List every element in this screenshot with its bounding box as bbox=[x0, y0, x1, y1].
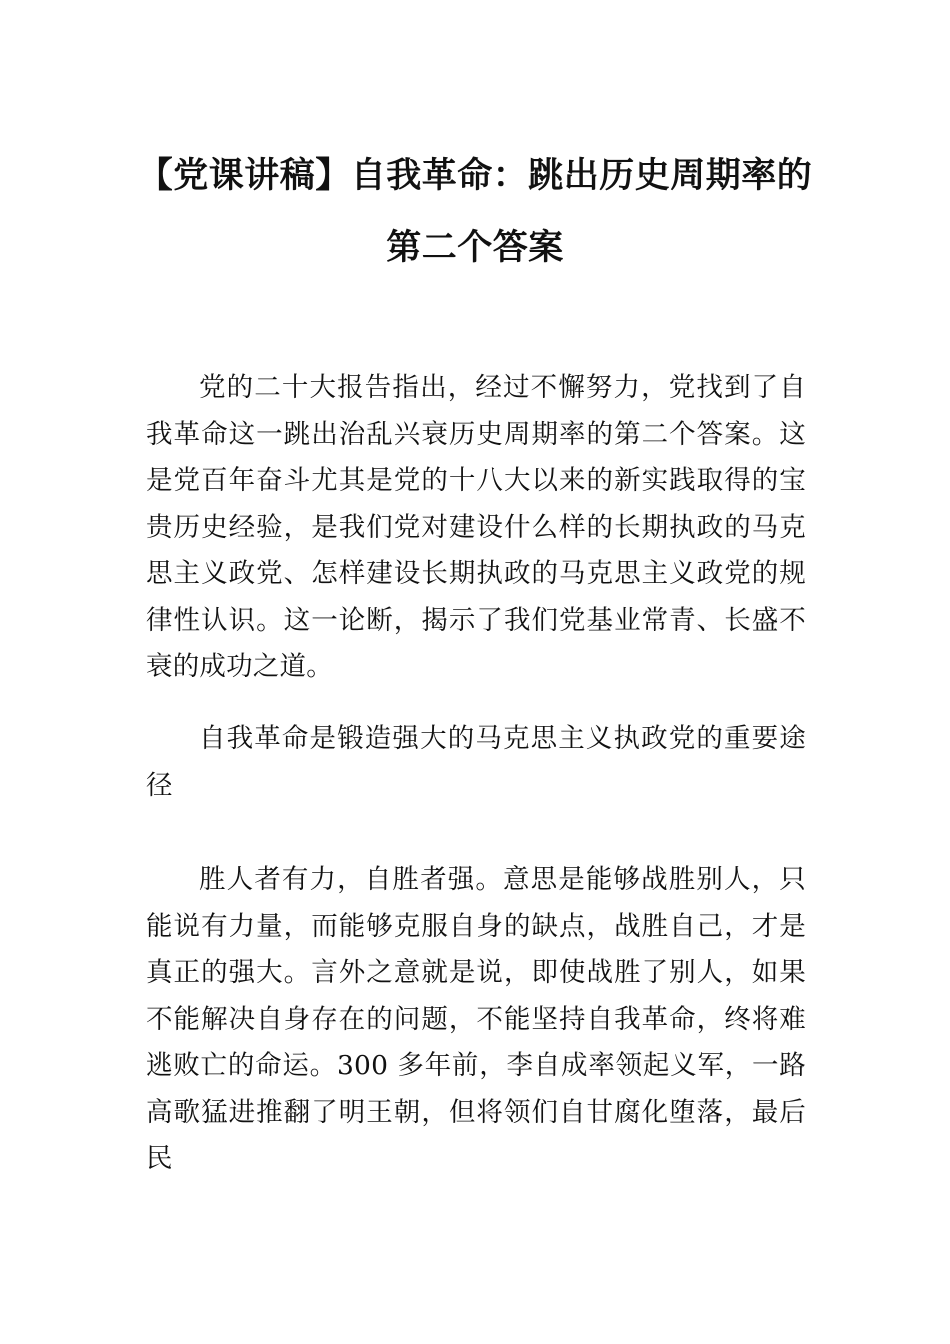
paragraph-intro: 党的二十大报告指出，经过不懈努力，党找到了自我革命这一跳出治乱兴衰历史周期率的第二个答案。这是党百年奋斗尤其是党的十八大以来的新实践取得的宝贵历史经验，是我们党对建设什么样的长期执政的马克思主义政党、怎样建设长期执政的马克思主义政党的规律性认识。这一论断，揭示了我们党基业常青、长盛不衰的成功之道。 bbox=[146, 372, 806, 682]
paragraph-body: 胜人者有力，自胜者强。意思是能够战胜别人，只能说有力量，而能够克服自身的缺点，战胜自己，才是真正的强大。言外之意就是说，即使战胜了别人，如果不能解决自身存在的问题，不能坚持自我革命，终将难逃败亡的命运。300 多年前，李自成率领起义军，一路高歌猛进推翻了明王朝，但将领们自甘腐化堕落，最后民 bbox=[146, 864, 806, 1174]
section-heading-paragraph: 自我革命是锻造强大的马克思主义执政党的重要途径 bbox=[146, 723, 806, 801]
document-title-line-1: 【党课讲稿】自我革命：跳出历史周期率的 bbox=[137, 156, 813, 196]
document-title-line-2: 第二个答案 bbox=[386, 228, 564, 268]
